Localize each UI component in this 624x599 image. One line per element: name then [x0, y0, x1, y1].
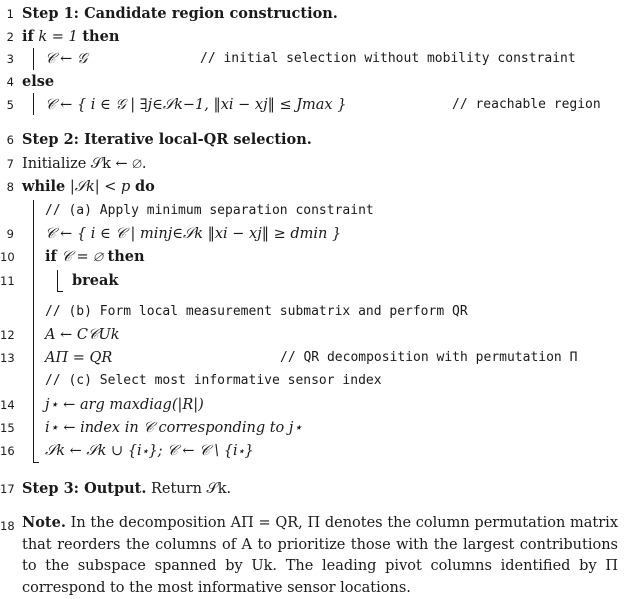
statement: Return 𝒮k.	[150, 481, 232, 497]
statement: 𝒞 ← { i ∈ 𝒢 | ∃j∈𝒮k−1, ‖xi − xj‖ ≤ Jmax }	[45, 97, 347, 113]
keyword-else: else	[22, 73, 55, 90]
algo-line-14	[0, 394, 624, 417]
line-number: 12	[0, 328, 15, 342]
algo-line-15	[0, 417, 624, 440]
condition: k = 1	[38, 29, 78, 45]
line-number: 15	[0, 421, 15, 435]
line-number: 6	[6, 133, 14, 147]
line-number: 14	[0, 398, 15, 412]
statement: A ← C𝒞Uk	[45, 327, 120, 343]
if-block-bar	[57, 270, 58, 292]
algo-line-13	[0, 347, 624, 370]
statement: 𝒞 ← { i ∈ 𝒞 | minj∈𝒮k ‖xi − xj‖ ≥ dmin }	[45, 226, 342, 242]
keyword-while: while	[22, 178, 66, 195]
line-number: 8	[6, 180, 14, 194]
algo-line-4	[0, 71, 624, 94]
line-number: 5	[6, 98, 14, 112]
note-text: In the decomposition AΠ = QR, Π denotes the column permutation matrix that reorders the columns of A to prioritize those with the largest contributions to the subspace spanned by Uk. The leading pivot columns identified by Π correspond to the most informative sensor locations.	[22, 515, 618, 596]
step1-heading: Step 1: Candidate region construction.	[22, 5, 338, 22]
keyword-then: then	[82, 28, 120, 45]
line-number: 2	[6, 30, 14, 44]
line-number: 16	[0, 444, 15, 458]
algo-line-17	[0, 478, 624, 501]
comment: // (c) Select most informative sensor index	[45, 373, 382, 388]
algo-line-2	[0, 26, 624, 49]
step3-heading: Step 3: Output.	[22, 480, 147, 497]
algo-line-9	[0, 223, 624, 246]
keyword-break: break	[72, 272, 119, 289]
line-number: 9	[6, 227, 14, 241]
statement: i⋆ ← index in 𝒞 corresponding to j⋆	[45, 420, 303, 436]
statement: 𝒮k ← 𝒮k ∪ {i⋆}; 𝒞 ← 𝒞 \ {i⋆}	[45, 443, 254, 459]
keyword-if: if	[22, 28, 34, 45]
note-label: Note.	[22, 514, 66, 531]
comment: // QR decomposition with permutation Π	[280, 350, 578, 365]
keyword-then: then	[107, 248, 145, 265]
line-number: 18	[0, 519, 15, 533]
algo-line-16	[0, 440, 624, 463]
comment: // initial selection without mobility constraint	[200, 51, 576, 66]
comment: // (a) Apply minimum separation constraint	[45, 203, 374, 218]
algo-line-1	[0, 3, 624, 26]
statement: j⋆ ← arg maxdiag(|R|)	[45, 397, 204, 413]
algo-comment-c	[0, 370, 624, 393]
line-number: 11	[0, 274, 15, 288]
condition: |𝒮k| < p	[69, 179, 131, 195]
line-number: 10	[0, 250, 15, 264]
line-number: 7	[6, 157, 14, 171]
algo-line-7	[0, 153, 624, 176]
line-number: 1	[6, 7, 14, 21]
algo-comment-a	[0, 200, 624, 223]
line-number: 17	[0, 482, 15, 496]
algo-line-8	[0, 176, 624, 199]
keyword-do: do	[134, 178, 155, 195]
algo-line-3	[0, 48, 624, 71]
block-bar	[33, 48, 34, 70]
if-block-end	[57, 291, 63, 292]
comment: // reachable region	[452, 97, 601, 112]
algo-comment-b	[0, 301, 624, 324]
algo-line-10	[0, 246, 624, 269]
note-paragraph	[22, 512, 618, 599]
statement: AΠ = QR	[45, 350, 113, 366]
line-number: 3	[6, 52, 14, 66]
algo-line-11	[0, 270, 624, 293]
keyword-if: if	[45, 248, 57, 265]
algo-line-6	[0, 129, 624, 152]
algo-line-5	[0, 94, 624, 117]
condition: 𝒞 = ∅	[61, 249, 103, 265]
block-bar	[33, 93, 34, 115]
statement: 𝒞 ← 𝒢	[45, 51, 88, 67]
comment: // (b) Form local measurement submatrix and perform QR	[45, 304, 468, 319]
statement: Initialize 𝒮k ← ∅.	[22, 156, 147, 172]
algo-line-12	[0, 324, 624, 347]
line-number: 4	[6, 75, 14, 89]
line-number: 13	[0, 351, 15, 365]
step2-heading: Step 2: Iterative local-QR selection.	[22, 131, 312, 148]
